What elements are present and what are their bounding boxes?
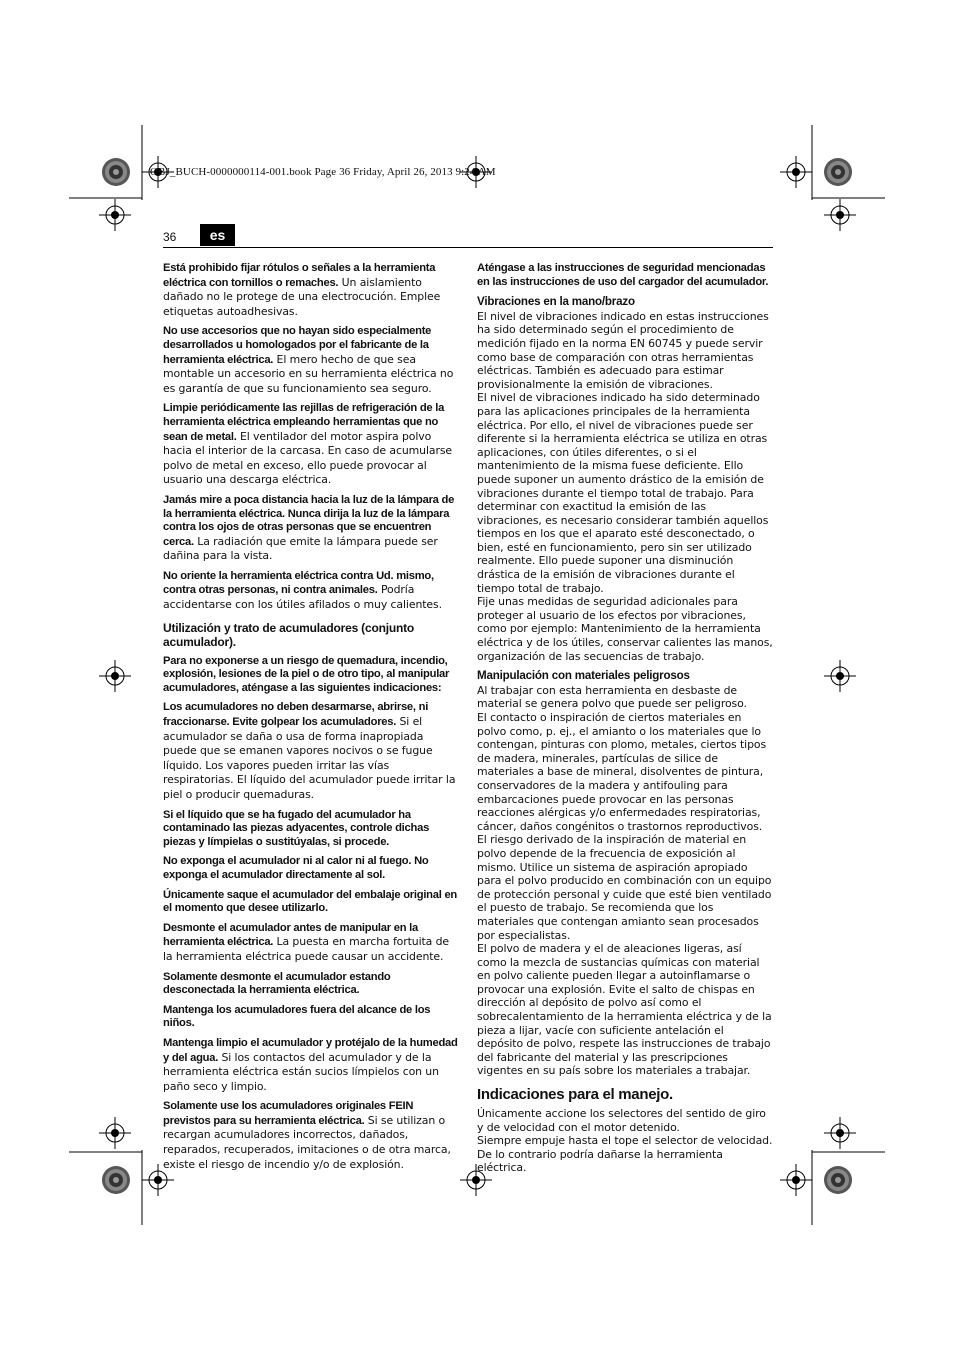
paragraph: Únicamente accione los selectores del sentido de giro y de velocidad con el motor detenido. xyxy=(477,1107,766,1134)
paragraph: No use accesorios que no hayan sido especialmente desarrollados u homologados por el fabricante de la herramienta eléctrica. El mero hecho de que sea montable un accesorio en su herramienta eléctrica no es garantía de que su funcionamiento sea seguro. xyxy=(163,325,454,395)
page-number: 36 xyxy=(163,230,177,244)
paragraph: Fije unas medidas de seguridad adicionales para proteger al usuario de los efectos por vibraciones, como por ejemplo: Mantenimiento de la herramienta eléctrica y de los útiles, conservar calientes las manos, organización de las secuencias de trabajo. xyxy=(477,595,773,663)
paragraph: El contacto o inspiración de ciertos materiales en polvo como, p. ej., el amianto o los materiales que lo contengan, pinturas con plomo, metales, ciertos tipos de madera, minerales, partículas de silice de materiales a base de mineral, disolventes de pintura, conservadores de la madera y antifouling para embarcaciones puede provocar en las personas reacciones alérgicas y/o enfermedades respiratorias, cáncer, daños congénitos o trastornos reproductivos. El riesgo derivado de la inspiración de material en polvo depende de la frecuencia de exposición al mismo. Utilice un sistema de aspiración apropiado para el polvo producido en combinación con un equipo de protección personal y cuide que esté bien ventilado el puesto de trabajo. Se recomienda que los materiales que contengan amianto sean procesados por especialistas. xyxy=(477,711,772,942)
paragraph: Está prohibido fijar rótulos o señales a la herramienta eléctrica con tornillos o remaches. Un aislamiento dañado no le protege de una electrocución. Emplee etiquetas autoadhesivas. xyxy=(163,262,441,318)
paragraph: Solamente use los acumuladores originales FEIN previstos para su herramienta eléctrica. Si se utilizan o recargan acumuladores incorrectos, dañados, reparados, recuperados, imitaciones o de otra marca, existe el riesgo de incendio y/o de explosión. xyxy=(163,1100,451,1171)
file-info-header: OBJ_BUCH-0000000114-001.book Page 36 Friday, April 26, 2013 9:24 AM xyxy=(150,166,496,178)
paragraph: No oriente la herramienta eléctrica contra Ud. mismo, contra otras personas, ni contra animales. Podría accidentarse con los útiles afilados o muy calientes. xyxy=(163,569,442,612)
right-column xyxy=(477,262,773,1181)
section-heading-vibrations: Vibraciones en la mano/brazo xyxy=(477,295,635,309)
paragraph: El nivel de vibraciones indicado en estas instrucciones ha sido determinado según el procedimiento de medición fijado en la norma EN 60745 y puede servir como base de comparación con otras herramientas eléctricas. También es adecuado para estimar provisionalmente la emisión de vibraciones. xyxy=(477,309,769,391)
paragraph: Los acumuladores no deben desarmarse, abrirse, ni fraccionarse. Evite golpear los acumuladores. Si el acumulador se daña o usa de forma inapropiada puede que se emanen vapores nocivos o se fugue líquido. Los vapores pueden irritar las vías respiratorias. El líquido del acumulador puede irritar la piel o producir quemaduras. xyxy=(163,701,456,801)
paragraph: Jamás mire a poca distancia hacia la luz de la lámpara de la herramienta eléctrica. Nunca dirija la luz de la lámpara contra los ojos de otras personas que se encuentren cerca. La radiación que emite la lámpara puede ser dañina para la vista. xyxy=(163,493,455,563)
paragraph: El nivel de vibraciones indicado ha sido determinado para las aplicaciones principales de la herramienta eléctrica. Por ello, el nivel de vibraciones puede ser diferente si la herramienta eléctrica se utiliza en otras aplicaciones, con útiles diferentes, o si el mantenimiento de la misma fuese deficiente. Ello puede suponer un aumento drástico de la emisión de vibraciones durante el tiempo total de trabajo. Para determinar con exactitud la emisión de las vibraciones, es necesario considerar también aquellos tiempos en los que el aparato esté desconectado, o bien, esté en funcionamiento, pero sin ser utilizado realmente. Ello puede suponer una disminución drástica de la emisión de vibraciones durante el tiempo total de trabajo. xyxy=(477,391,769,595)
paragraph: Si el líquido que se ha fugado del acumulador ha contaminado las piezas adyacentes, controle dichas piezas y límpielas o sustitúyalas, si procede. xyxy=(163,808,430,848)
section-heading-operation: Indicaciones para el manejo. xyxy=(477,1086,673,1104)
left-column xyxy=(163,262,459,1178)
paragraph: Mantenga limpio el acumulador y protéjalo de la humedad y del agua. Si los contactos del acumulador y de la herramienta eléctrica están sucios límpielos con un paño seco y limpio. xyxy=(163,1036,458,1093)
section-heading-batteries: Utilización y trato de acumuladores (conjunto acumulador). xyxy=(163,620,415,649)
paragraph: Solamente desmonte el acumulador estando desconectada la herramienta eléctrica. xyxy=(163,970,391,997)
paragraph: Para no exponerse a un riesgo de quemadura, incendio, explosión, lesiones de la piel o de otro tipo, al manipular acumuladores, aténgase a las siguientes indicaciones: xyxy=(163,654,450,694)
section-heading-hazardous-materials: Manipulación con materiales peligrosos xyxy=(477,669,690,683)
paragraph: El polvo de madera y el de aleaciones ligeras, así como la mezcla de sustancias químicas con material en polvo caliente pueden llegar a autoinflamarse o provocar una explosión. Evite el salto de chispas en dirección al depósito de polvo así como el sobrecalentamiento de la herramienta eléctrica y de la pieza a lijar, vacíe con suficiente antelación el depósito de polvo, respete las instrucciones de trabajo del fabricante del material y las prescripciones vigentes en su país sobre los materiales a trabajar. xyxy=(477,942,772,1078)
paragraph: Únicamente saque el acumulador del embalaje original en el momento que desee utilizarlo. xyxy=(163,888,458,915)
paragraph: Limpie periódicamente las rejillas de refrigeración de la herramienta eléctrica empleando herramientas que no sean de metal. El ventilador del motor aspira polvo hacia el interior de la carcasa. En caso de acumularse polvo de metal en exceso, ello puede provocar al usuario una descarga eléctrica. xyxy=(163,402,452,487)
language-badge: es xyxy=(200,224,235,246)
paragraph: Mantenga los acumuladores fuera del alcance de los niños. xyxy=(163,1003,431,1030)
header-rule xyxy=(163,247,773,248)
paragraph: Aténgase a las instrucciones de seguridad mencionadas en las instrucciones de uso del cargador del acumulador. xyxy=(477,262,769,288)
paragraph: Desmonte el acumulador antes de manipular en la herramienta eléctrica. La puesta en marcha fortuita de la herramienta eléctrica puede causar un accidente. xyxy=(163,921,450,963)
paragraph: Siempre empuje hasta el tope el selector de velocidad. De lo contrario podría dañarse la herramienta eléctrica. xyxy=(477,1134,773,1175)
paragraph: No exponga el acumulador ni al calor ni al fuego. No exponga el acumulador directamente al sol. xyxy=(163,855,429,881)
paragraph: Al trabajar con esta herramienta en desbaste de material se genera polvo que puede ser peligroso. xyxy=(477,683,747,711)
